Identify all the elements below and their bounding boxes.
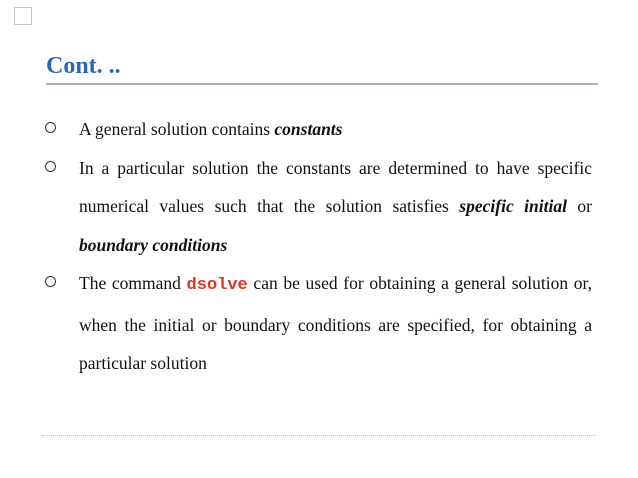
circle-bullet-icon	[45, 122, 56, 133]
decorative-square	[14, 7, 32, 25]
footer-divider	[42, 435, 596, 436]
bullet-text: A general solution contains	[79, 119, 275, 139]
code-dsolve: dsolve	[186, 276, 248, 295]
bullet-item-general-solution	[42, 110, 592, 149]
circle-bullet-icon	[45, 161, 56, 172]
bullet-text-or: or	[566, 196, 592, 216]
bullet-list	[42, 110, 592, 383]
slide-title: Cont. ..	[46, 53, 121, 79]
bullet-item-particular-solution	[42, 149, 592, 265]
bullet-item-dsolve-command	[42, 264, 592, 383]
emphasis-boundary-conditions: boundary conditions	[79, 234, 228, 255]
title-divider	[46, 83, 598, 85]
bullet-text: In a particular solution the constants are determined to have specific numerical values such that the solution satisfies	[79, 157, 592, 216]
bullet-text: The command	[79, 273, 187, 293]
emphasis-specific-initial: specific initial	[459, 196, 567, 216]
circle-bullet-icon	[45, 276, 56, 287]
bullet-text-rest: can be used for obtaining a general solution or, when the initial or boundary conditions are specified, for obtaining a particular solution	[79, 273, 593, 373]
emphasis-constants: constants	[274, 119, 343, 139]
